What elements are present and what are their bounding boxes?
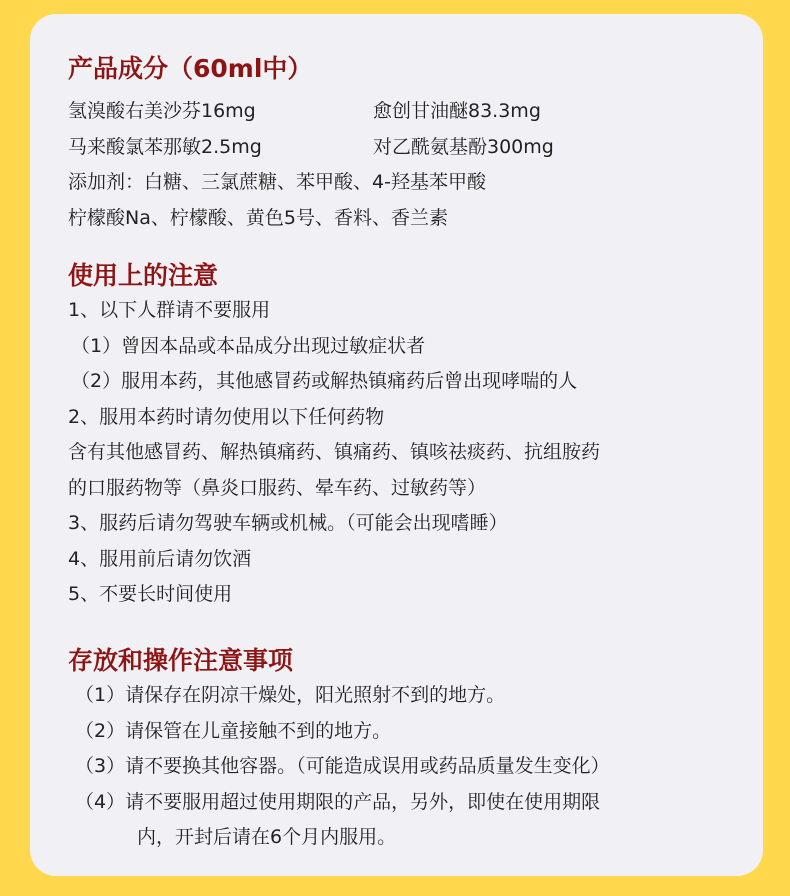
info-card (30, 14, 763, 876)
storage-line: （1）请保存在阴凉干燥处，阳光照射不到的地方。 (75, 684, 506, 706)
storage-line: （3）请不要换其他容器。（可能造成误用或药品质量发生变化） (75, 755, 610, 777)
usage-line: 5、不要长时间使用 (68, 583, 233, 605)
ingredient-row (68, 94, 753, 130)
usage-line: 2、服用本药时请勿使用以下任何药物 (68, 405, 385, 428)
storage-heading: 存放和操作注意事项 (68, 646, 294, 675)
ingredient-item: 马来酸氯苯那敏2.5mg (68, 135, 262, 158)
ingredient-row (68, 130, 753, 166)
ingredient-item: 氢溴酸右美沙芬16mg (68, 100, 256, 122)
usage-line: 的口服药物等（鼻炎口服药、晕车药、过敏药等） (68, 476, 487, 499)
ingredients-section (68, 52, 753, 236)
usage-section (68, 259, 753, 613)
usage-line: 3、服药后请勿驾驶车辆或机械。（可能会出现嗜睡） (68, 512, 508, 534)
usage-line: 含有其他感冒药、解热镇痛药、镇痛药、镇咳祛痰药、抗组胺药 (68, 441, 601, 463)
additives-line: 添加剂：白糖、三氯蔗糖、苯甲酸、4-羟基苯甲酸 (68, 171, 486, 193)
storage-line: 内，开封后请在6个月内服用。 (137, 826, 397, 848)
ingredient-item: 愈创甘油醚83.3mg (373, 100, 541, 122)
usage-line: （2）服用本药，其他感冒药或解热镇痛药后曾出现哮喘的人 (71, 370, 578, 392)
ingredients-heading: 产品成分（60ml中） (68, 54, 313, 83)
additives-line: 柠檬酸Na、柠檬酸、黄色5号、香料、香兰素 (68, 206, 448, 229)
usage-line: 4、服用前后请勿饮酒 (68, 547, 252, 570)
ingredient-item: 对乙酰氨基酚300mg (373, 135, 554, 158)
usage-heading: 使用上的注意 (68, 261, 219, 290)
storage-line: （4）请不要服用超过使用期限的产品，另外，即使在使用期限 (75, 790, 601, 813)
storage-section (68, 644, 753, 856)
storage-line: （2）请保管在儿童接触不到的地方。 (75, 719, 392, 742)
usage-line: 1、以下人群请不要服用 (68, 299, 271, 321)
usage-line: （1）曾因本品或本品成分出现过敏症状者 (71, 334, 426, 357)
